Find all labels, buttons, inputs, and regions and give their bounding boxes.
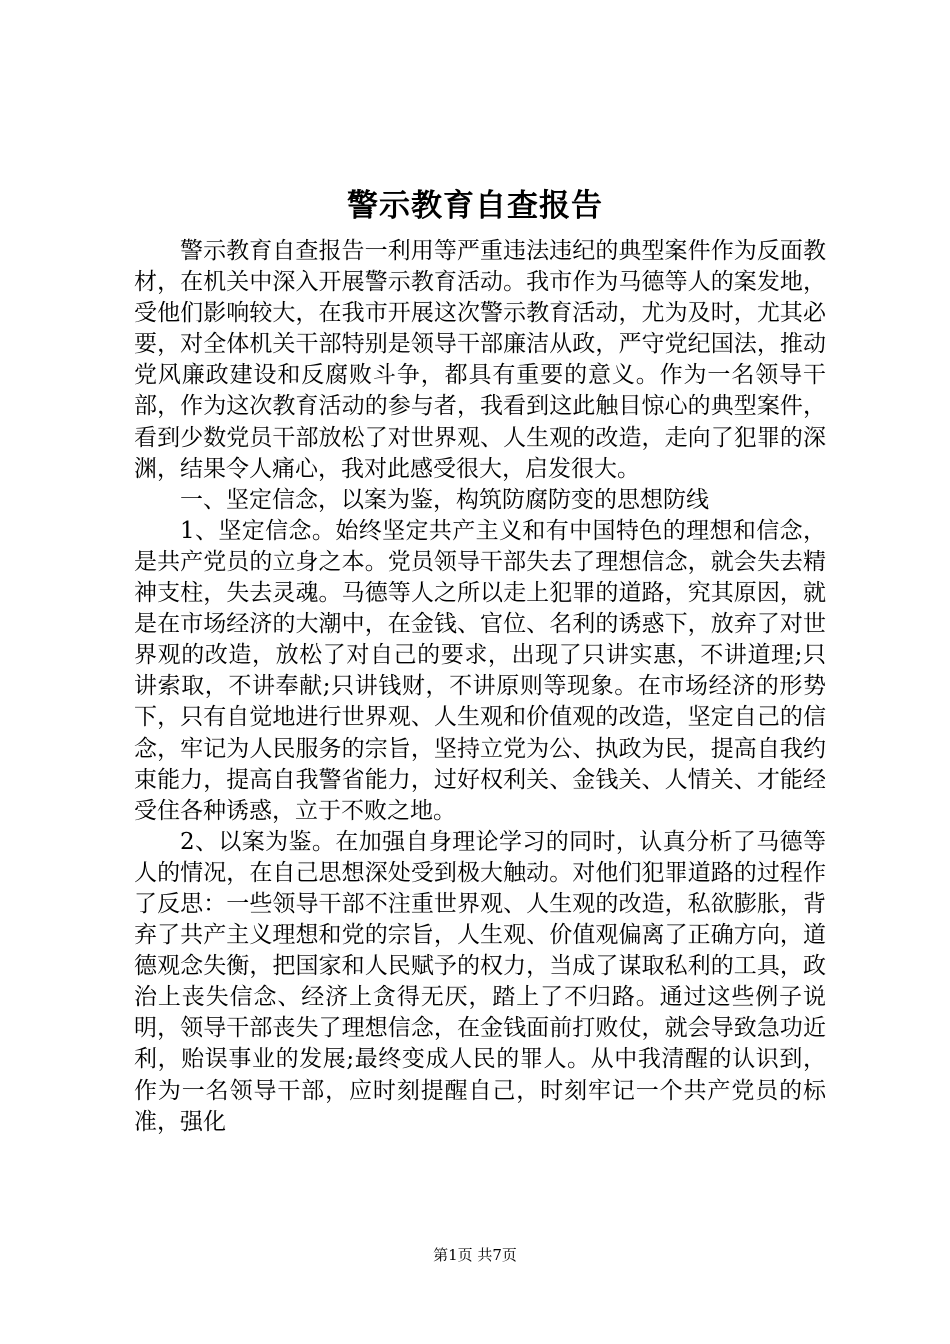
document-title: 警示教育自查报告 — [347, 188, 603, 224]
section-heading: 一、坚定信念，以案为鉴，构筑防腐防变的思想防线 — [180, 486, 709, 513]
paragraph-intro: 警示教育自查报告一利用等严重违法违纪的典型案件作为反面教材，在机关中深入开展警示教育活动。我市作为马德等人的案发地，受他们影响较大，在我市开展这次警示教育活动，尤为及时，尤其必要，对全体机关干部特别是领导干部廉洁从政，严守党纪国法，推动党风廉政建设和反腐败斗争，都具有重要的意义。作为一名领导干部，作为这次教育活动的参与者，我看到这此触目惊心的典型案件，看到少数党员干部放松了对世界观、人生观的改造，走向了犯罪的深渊，结果令人痛心，我对此感受很大，启发很大。 — [134, 238, 826, 482]
document-body — [134, 236, 826, 1138]
paragraph-point-1: 1、坚定信念。始终坚定共产主义和有中国特色的理想和信念，是共产党员的立身之本。党员领导干部失去了理想信念，就会失去精神支柱，失去灵魂。马德等人之所以走上犯罪的道路，究其原因，就是在市场经济的大潮中，在金钱、官位、名利的诱惑下，放弃了对世界观的改造，放松了对自己的要求，出现了只讲实惠，不讲道理;只讲索取，不讲奉献;只讲钱财，不讲原则等现象。在市场经济的形势下，只有自觉地进行世界观、人生观和价值观的改造，坚定自己的信念，牢记为人民服务的宗旨，坚持立党为公、执政为民，提高自我约束能力，提高自我警省能力，过好权利关、金钱关、人情关、才能经受住各种诱惑，立于不败之地。 — [134, 517, 826, 824]
paragraph-point-2: 2、以案为鉴。在加强自身理论学习的同时，认真分析了马德等人的情况，在自己思想深处受到极大触动。对他们犯罪道路的过程作了反思：一些领导干部不注重世界观、人生观的改造，私欲膨胀，背弃了共产主义理想和党的宗旨，人生观、价值观偏离了正确方向，道德观念失衡，把国家和人民赋予的权力，当成了谋取私利的工具，政治上丧失信念、经济上贪得无厌，踏上了不归路。通过这些例子说明，领导干部丧失了理想信念，在金钱面前打败仗，就会导致急功近利，贻误事业的发展;最终变成人民的罪人。从中我清醒的认识到，作为一名领导干部，应时刻提醒自己，时刻牢记一个共产党员的标准，强化 — [134, 828, 826, 1135]
page-number: 第1页 共7页 — [433, 1246, 517, 1264]
